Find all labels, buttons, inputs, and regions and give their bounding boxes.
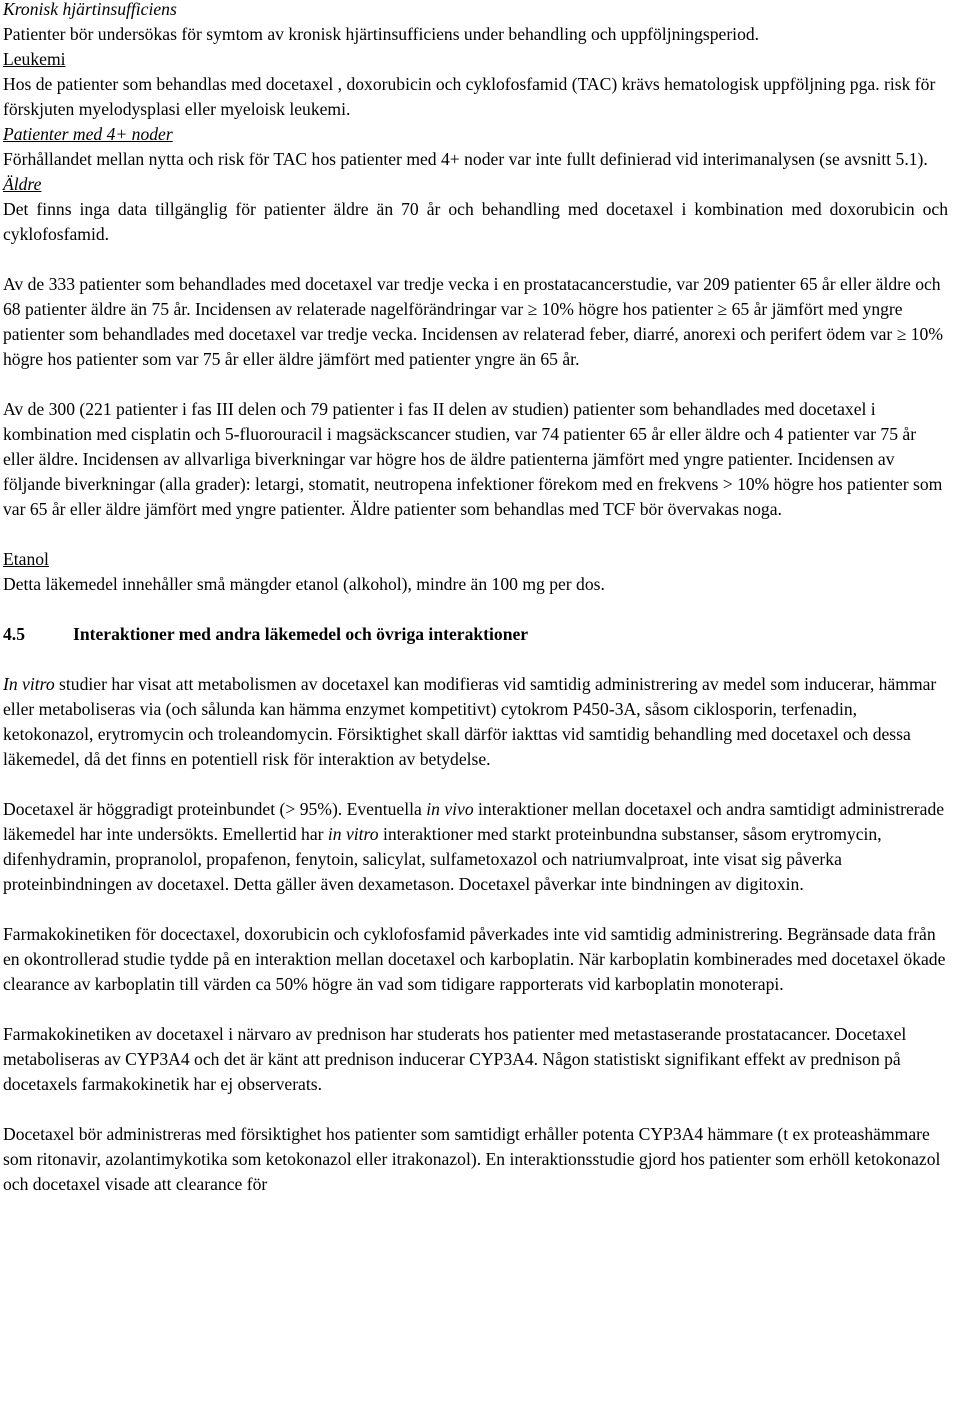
para-cyp3a4: Docetaxel bör administreras med försiktighet hos patienter som samtidigt erhåller potenta CYP3A4 hämmare (t ex proteashämmare som ritonavir, azolantimykotika som ketokonazol eller itrakonazol). En interaktionsstudie gjord hos patienter som erhöll ketokonazol och docetaxel visade att clearance för: [3, 1124, 941, 1194]
heading-noder: Patienter med 4+ noder: [3, 124, 173, 144]
para-prostata: Av de 333 patienter som behandlades med docetaxel var tredje vecka i en prostatacancerstudie, var 209 patienter 65 år eller äldre och 68 patienter äldre än 75 år. Incidensen av relaterade nagelförändringar var ≥ 10% högre hos patienter ≥ 65 år jämfört med yngre patienter som behandlades med docetaxel var tredje vecka. Incidensen av relaterad feber, diarré, anorexi och perifert ödem var ≥ 10% högre hos patienter som var 75 år eller äldre jämfört med patienter yngre än 65 år.: [3, 274, 943, 369]
para-prednison: Farmakokinetiken av docetaxel i närvaro av prednison har studerats hos patienter med metastaserande prostatacancer. Docetaxel metaboliseras av CYP3A4 och det är känt att prednison inducerar CYP3A4. Någon statistiskt signifikant effekt av prednison på docetaxels farmakokinetik har ej observerats.: [3, 1024, 907, 1094]
para-protein: [3, 797, 948, 897]
heading-kronisk: Kronisk hjärtinsufficiens: [3, 0, 177, 19]
para-etanol: Detta läkemedel innehåller små mängder etanol (alkohol), mindre än 100 mg per dos.: [3, 574, 605, 594]
para-leukemi: Hos de patienter som behandlas med docetaxel , doxorubicin och cyklofosfamid (TAC) krävs hematologisk uppföljning pga. risk för förskjuten myelodysplasi eller myeloisk leukemi.: [3, 74, 936, 119]
heading-leukemi: Leukemi: [3, 49, 66, 69]
italic-in-vitro-2: in vitro: [327, 824, 379, 844]
para-karboplatin: Farmakokinetiken för docectaxel, doxorubicin och cyklofosfamid påverkades inte vid samtidig administrering. Begränsade data från en okontrollerad studie tydde på en interaktion mellan docetaxel och karboplatin. När karboplatin kombinerades med docetaxel ökade clearance av karboplatin till värden ca 50% högre än vad som tidigare rapporterats vid karboplatin monoterapi.: [3, 924, 946, 994]
para-aldre: Det finns inga data tillgänglig för patienter äldre än 70 år och behandling med docetaxel i kombination med doxorubicin och cyklofosfamid.: [3, 199, 948, 244]
para-protein-a: Docetaxel är höggradigt proteinbundet (> 95%). Eventuella: [3, 799, 427, 819]
para-protein-c: interaktioner med starkt proteinbundna substanser, såsom erytromycin, difenhydramin, propranolol, propafenon, fenytoin, salicylat, sulfametoxazol och natriumvalproat, inte visat sig påverka proteinbindningen av docetaxel. Detta gäller även dexametason. Docetaxel påverkar inte bindningen av digitoxin.: [3, 824, 882, 894]
section-title: Interaktioner med andra läkemedel och övriga interaktioner: [73, 624, 529, 644]
document-page: [3, 0, 948, 1197]
para-kronisk: Patienter bör undersökas för symtom av kronisk hjärtinsufficiens under behandling och uppföljningsperiod.: [3, 24, 760, 44]
section-number: 4.5: [3, 624, 25, 644]
para-noder: Förhållandet mellan nytta och risk för TAC hos patienter med 4+ noder var inte fullt definierad vid interimanalysen (se avsnitt 5.1).: [3, 149, 928, 169]
para-magsack: Av de 300 (221 patienter i fas III delen och 79 patienter i fas II delen av studien) patienter som behandlades med docetaxel i kombination med cisplatin och 5-fluorouracil i magsäckscancer studien, var 74 patienter 65 år eller äldre och 4 patienter var 75 år eller äldre. Incidensen av allvarliga biverkningar var högre hos de äldre patienterna jämfört med yngre patienter. Incidensen av följande biverkningar (alla grader): letargi, stomatit, neutropena infektioner förekom med en frekvens > 10% högre hos patienter som var 65 år eller äldre jämfört med yngre patienter. Äldre patienter som behandlas med TCF bör övervakas noga.: [3, 399, 943, 519]
para-invitro-text: studier har visat att metabolismen av docetaxel kan modifieras vid samtidig administrering av medel som inducerar, hämmar eller metaboliseras via (och sålunda kan hämma enzymet kompetitivt) cytokrom P450-3A, såsom ciklosporin, terfenadin, ketokonazol, erytromycin och troleandomycin. Försiktighet skall därför iakttas vid samtidig behandling med docetaxel och dessa läkemedel, då det finns en potentiell risk för interaktion av betydelse.: [3, 674, 937, 769]
heading-aldre: Äldre: [3, 174, 42, 194]
para-invitro: [3, 672, 948, 772]
section-heading: [3, 622, 948, 647]
para-protein-b: interaktioner mellan docetaxel och andra samtidigt administrerade läkemedel har inte undersökts. Emellertid har: [3, 799, 945, 844]
italic-in-vivo: in vivo: [426, 799, 474, 819]
italic-in-vitro: In vitro: [3, 674, 55, 694]
heading-etanol: Etanol: [3, 549, 49, 569]
